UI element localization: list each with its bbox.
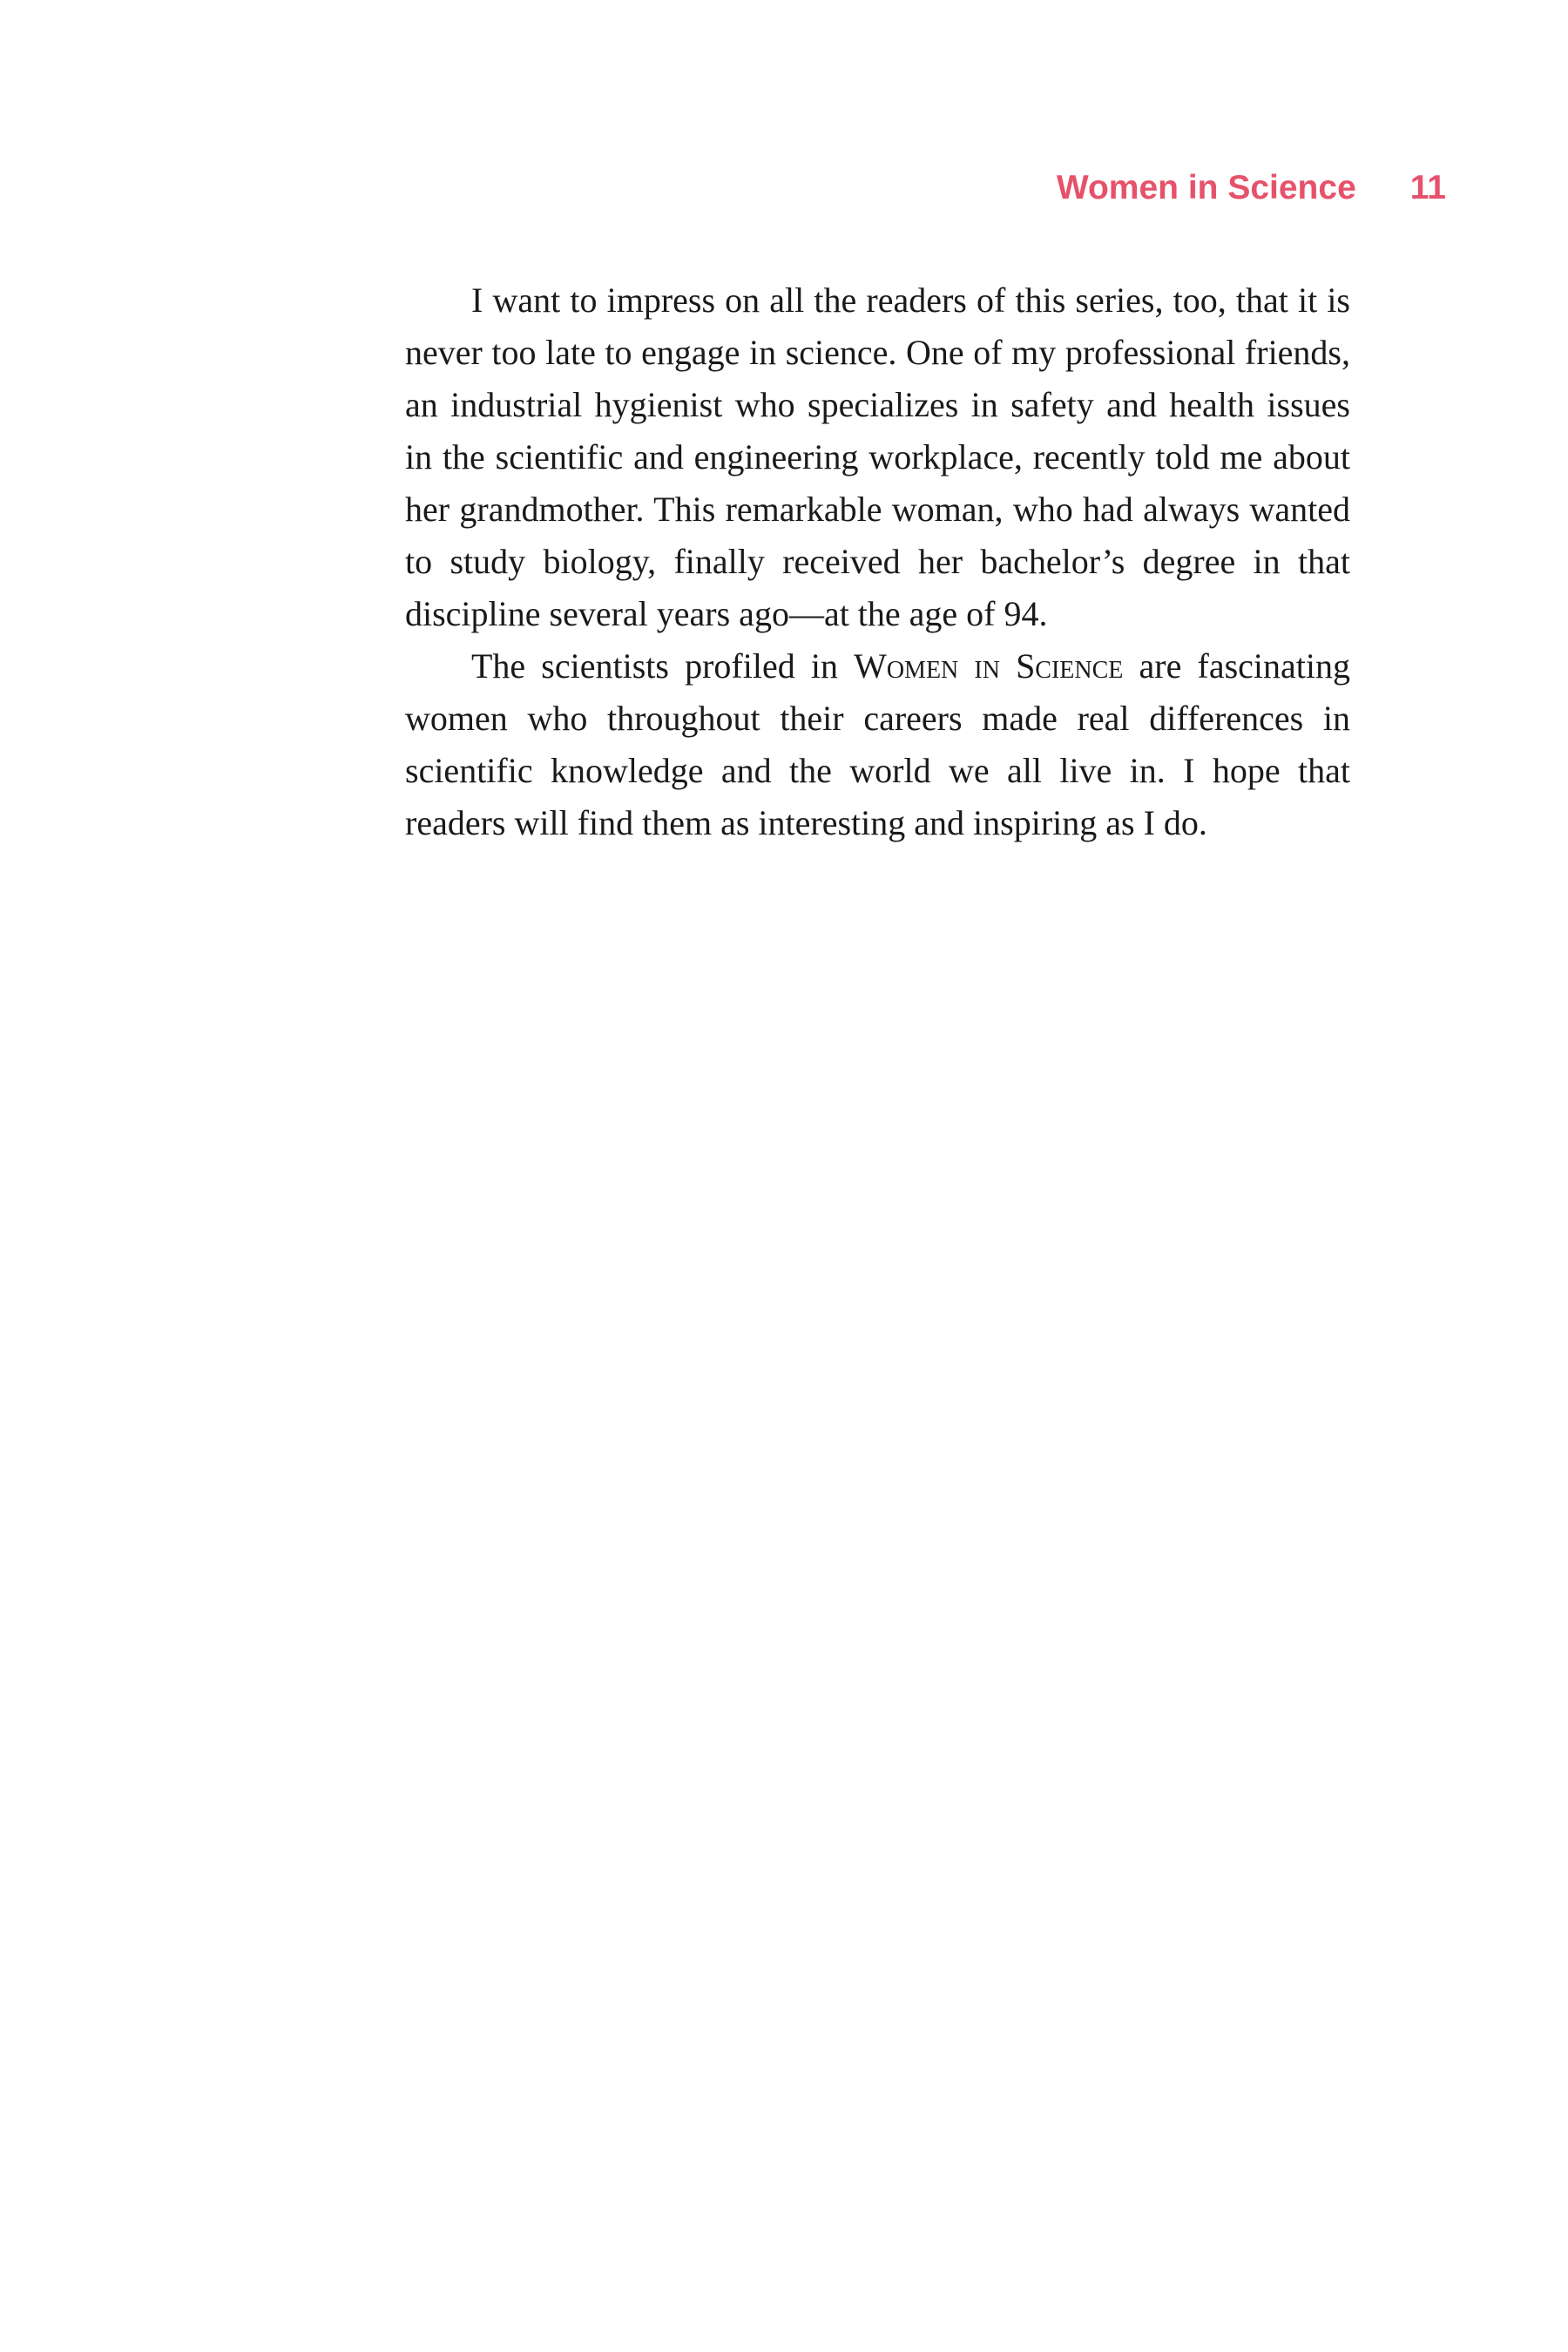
paragraph-1: I want to impress on all the readers of this series, too, that it is never too late to engage in science. One of my professional friends, an industrial hygienist who specializes in safety and health issues in the scientific and engineering workplace, recently told me about her grandmother. This remarkable woman, who had always wanted to study biology, finally received her bachelor’s degree in that discipline several years ago—at the age of 94. [405, 280, 1350, 633]
running-head-title: Women in Science [1056, 169, 1356, 206]
paragraph-2 [405, 640, 1350, 849]
running-head [1057, 171, 1446, 205]
series-title: Women in Science [854, 646, 1124, 686]
paragraph-2-intro: The scientists profiled in [471, 646, 855, 686]
page-number: 11 [1409, 169, 1446, 206]
body-text [405, 274, 1350, 849]
paragraph-2-rest: are fascinating women who throughout their careers made real differences in scientific knowledge and the world we all live in. I hope that readers will find them as interesting and inspiring as I do. [405, 646, 1350, 842]
